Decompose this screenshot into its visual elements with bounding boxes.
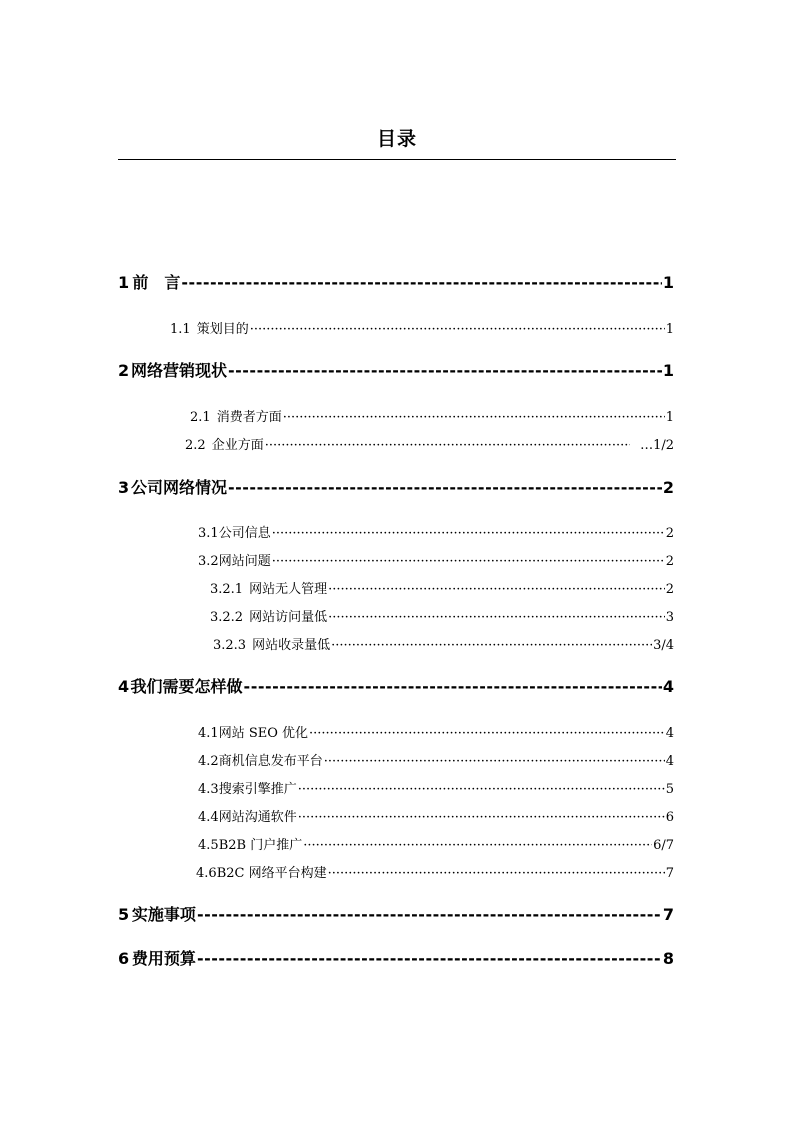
toc-label: 我们需要怎样做 <box>130 677 243 696</box>
toc-leader <box>197 949 662 968</box>
toc-leader <box>250 322 665 337</box>
toc-number: 4.2 <box>198 754 219 769</box>
toc-number: 6 <box>118 949 130 968</box>
toc-page: 4 <box>662 677 674 696</box>
toc-number: 4.6 <box>196 866 217 881</box>
toc-entry[interactable] <box>198 834 674 854</box>
toc-label: 费用预算 <box>131 949 196 968</box>
toc-label: 企业方面 <box>211 438 264 453</box>
toc-page: 2 <box>665 582 674 597</box>
toc-entry[interactable] <box>196 862 674 882</box>
page-title: 目录 <box>376 128 417 150</box>
toc-leader <box>328 866 665 881</box>
toc-page: …1/2 <box>640 438 674 453</box>
toc-leader <box>331 638 652 653</box>
toc-label: 网站问题 <box>218 554 271 569</box>
toc-number: 1 <box>118 273 130 292</box>
toc-number: 3.2.1 <box>210 582 244 597</box>
toc-leader <box>181 273 661 292</box>
title-rule <box>118 159 676 160</box>
toc-page: 3 <box>665 610 674 625</box>
toc-page: 8 <box>662 949 674 968</box>
toc-entry[interactable] <box>190 406 674 426</box>
toc-number: 3.2.3 <box>213 638 247 653</box>
toc-entry[interactable] <box>198 722 674 742</box>
toc-page: 2 <box>662 478 674 497</box>
toc-number: 5 <box>118 905 130 924</box>
toc-entry[interactable] <box>118 475 674 499</box>
toc-label: 网站沟通软件 <box>218 810 297 825</box>
toc-leader <box>228 478 662 497</box>
toc-label: 网站访问量低 <box>249 610 328 625</box>
toc-leader <box>265 438 630 453</box>
toc-number: 4 <box>118 677 130 696</box>
toc-leader <box>324 754 665 769</box>
toc-number: 4.1 <box>198 726 219 741</box>
toc-page: 1 <box>665 322 674 337</box>
toc-label: B2C 网络平台构建 <box>216 866 327 881</box>
toc-page: 5 <box>665 782 674 797</box>
toc-page: 4 <box>665 754 674 769</box>
toc-number: 4.4 <box>198 810 219 825</box>
toc-page: 4 <box>665 726 674 741</box>
toc-label: 网站 SEO 优化 <box>218 726 309 741</box>
toc-number: 4.3 <box>198 782 219 797</box>
toc-leader <box>283 410 665 425</box>
toc-entry[interactable] <box>198 550 674 570</box>
toc-entry[interactable] <box>118 270 674 294</box>
toc-leader <box>303 838 652 853</box>
toc-leader <box>298 782 665 797</box>
toc-leader <box>197 905 662 924</box>
toc-entry[interactable] <box>170 318 674 338</box>
toc-label: 实施事项 <box>131 905 196 924</box>
toc-leader <box>272 554 665 569</box>
toc-entry[interactable] <box>118 358 674 382</box>
toc-label: 消费者方面 <box>216 410 282 425</box>
toc-page: 6/7 <box>653 838 674 853</box>
toc-entry[interactable] <box>210 578 674 598</box>
toc-number: 2 <box>118 361 130 380</box>
toc-leader <box>298 810 665 825</box>
toc-page: 1 <box>662 361 674 380</box>
toc-label: 策划目的 <box>196 322 249 337</box>
toc-page: 1 <box>665 410 674 425</box>
toc-leader <box>328 610 665 625</box>
toc-number: 1.1 <box>170 322 191 337</box>
toc-entry[interactable] <box>118 902 674 926</box>
toc-page: 7 <box>665 866 674 881</box>
toc-leader <box>244 677 662 696</box>
toc-number: 2.2 <box>185 438 206 453</box>
toc-leader <box>309 726 665 741</box>
toc-entry[interactable] <box>198 522 674 542</box>
toc-label: B2B 门户推广 <box>218 838 303 853</box>
toc-number: 4.5 <box>198 838 219 853</box>
toc-entry[interactable] <box>118 674 674 698</box>
toc-label: 网络营销现状 <box>130 361 227 380</box>
toc-entry[interactable] <box>210 606 674 626</box>
toc-label: 网站无人管理 <box>249 582 328 597</box>
toc-page: 6 <box>665 810 674 825</box>
toc-label: 前 言 <box>132 273 181 292</box>
toc-number: 3 <box>118 478 130 497</box>
toc-page: 1 <box>662 273 674 292</box>
toc-entry[interactable] <box>185 434 674 454</box>
toc-entry[interactable] <box>213 634 674 654</box>
toc-page: 2 <box>665 554 674 569</box>
toc-label: 商机信息发布平台 <box>218 754 323 769</box>
toc-page: 7 <box>662 905 674 924</box>
toc-entry[interactable] <box>198 806 674 826</box>
toc-number: 3.2.2 <box>210 610 244 625</box>
toc-entry[interactable] <box>198 750 674 770</box>
toc-leader <box>328 582 665 597</box>
toc-leader <box>272 526 665 541</box>
toc-label: 公司网络情况 <box>130 478 227 497</box>
toc-page: 2 <box>665 526 674 541</box>
toc-number: 2.1 <box>190 410 211 425</box>
toc-entry[interactable] <box>118 946 674 970</box>
toc-number: 3.1 <box>198 526 219 541</box>
toc-leader <box>228 361 662 380</box>
toc-label: 网站收录量低 <box>252 638 331 653</box>
toc-page: 3/4 <box>653 638 674 653</box>
toc-number: 3.2 <box>198 554 219 569</box>
toc-entry[interactable] <box>198 778 674 798</box>
toc-label: 搜索引擎推广 <box>218 782 297 797</box>
toc-label: 公司信息 <box>218 526 271 541</box>
